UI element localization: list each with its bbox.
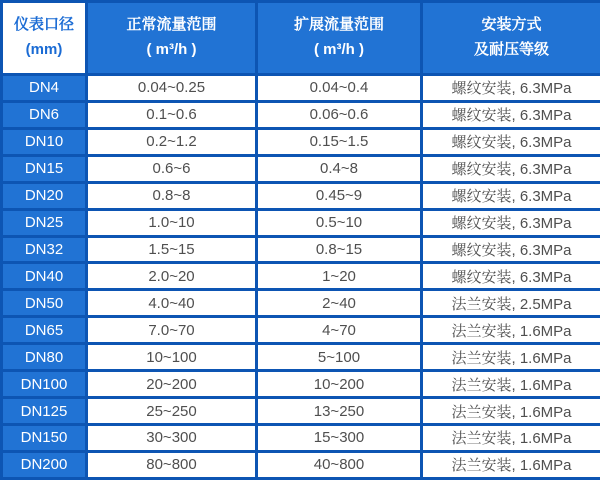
table-row xyxy=(2,182,600,209)
install-cell: 法兰安装, 1.6MPa xyxy=(422,317,600,344)
diameter-cell: DN50 xyxy=(2,290,87,317)
install-cell: 法兰安装, 1.6MPa xyxy=(422,398,600,425)
diameter-cell: DN4 xyxy=(2,75,87,102)
normal-range-cell: 0.2~1.2 xyxy=(87,128,257,155)
table-row xyxy=(2,290,600,317)
header-diameter-title: 仪表口径 xyxy=(13,16,74,34)
install-cell: 螺纹安装, 6.3MPa xyxy=(422,155,600,182)
extended-range-cell: 0.45~9 xyxy=(257,182,422,209)
normal-range-cell: 7.0~70 xyxy=(87,317,257,344)
table-row xyxy=(2,451,600,478)
table-row xyxy=(2,236,600,263)
header-extended-range xyxy=(257,2,422,75)
extended-range-cell: 0.06~0.6 xyxy=(257,101,422,128)
normal-range-cell: 30~300 xyxy=(87,424,257,451)
table-row xyxy=(2,155,600,182)
normal-range-cell: 4.0~40 xyxy=(87,290,257,317)
extended-range-cell: 0.5~10 xyxy=(257,209,422,236)
extended-range-cell: 0.8~15 xyxy=(257,236,422,263)
install-cell: 法兰安装, 2.5MPa xyxy=(422,290,600,317)
install-cell: 螺纹安装, 6.3MPa xyxy=(422,236,600,263)
extended-range-cell: 4~70 xyxy=(257,317,422,344)
extended-range-cell: 1~20 xyxy=(257,263,422,290)
extended-range-cell: 15~300 xyxy=(257,424,422,451)
diameter-cell: DN125 xyxy=(2,398,87,425)
normal-range-cell: 1.0~10 xyxy=(87,209,257,236)
install-cell: 法兰安装, 1.6MPa xyxy=(422,344,600,371)
table-header xyxy=(2,2,600,75)
header-row xyxy=(2,2,600,75)
normal-range-cell: 10~100 xyxy=(87,344,257,371)
table-row xyxy=(2,263,600,290)
diameter-cell: DN25 xyxy=(2,209,87,236)
install-cell: 法兰安装, 1.6MPa xyxy=(422,451,600,478)
diameter-cell: DN10 xyxy=(2,128,87,155)
header-install xyxy=(422,2,600,75)
normal-range-cell: 25~250 xyxy=(87,398,257,425)
extended-range-cell: 40~800 xyxy=(257,451,422,478)
table-row xyxy=(2,209,600,236)
install-cell: 法兰安装, 1.6MPa xyxy=(422,424,600,451)
extended-range-cell: 0.04~0.4 xyxy=(257,75,422,102)
header-install-subtitle: 及耐压等级 xyxy=(473,41,549,58)
table-row xyxy=(2,424,600,451)
table-body xyxy=(2,75,600,479)
diameter-cell: DN150 xyxy=(2,424,87,451)
normal-range-cell: 0.04~0.25 xyxy=(87,75,257,102)
diameter-cell: DN100 xyxy=(2,371,87,398)
diameter-cell: DN6 xyxy=(2,101,87,128)
table-row xyxy=(2,344,600,371)
table-row xyxy=(2,371,600,398)
install-cell: 螺纹安装, 6.3MPa xyxy=(422,75,600,102)
install-cell: 螺纹安装, 6.3MPa xyxy=(422,182,600,209)
diameter-cell: DN80 xyxy=(2,344,87,371)
diameter-cell: DN65 xyxy=(2,317,87,344)
extended-range-cell: 5~100 xyxy=(257,344,422,371)
normal-range-cell: 0.1~0.6 xyxy=(87,101,257,128)
normal-range-cell: 0.8~8 xyxy=(87,182,257,209)
install-cell: 法兰安装, 1.6MPa xyxy=(422,371,600,398)
extended-range-cell: 13~250 xyxy=(257,398,422,425)
diameter-cell: DN32 xyxy=(2,236,87,263)
header-normal-title: 正常流量范围 xyxy=(126,16,217,34)
header-install-title: 安装方式 xyxy=(481,16,542,34)
install-cell: 螺纹安装, 6.3MPa xyxy=(422,128,600,155)
install-cell: 螺纹安装, 6.3MPa xyxy=(422,101,600,128)
normal-range-cell: 2.0~20 xyxy=(87,263,257,290)
extended-range-cell: 0.15~1.5 xyxy=(257,128,422,155)
table-row xyxy=(2,101,600,128)
extended-range-cell: 0.4~8 xyxy=(257,155,422,182)
table-row xyxy=(2,75,600,102)
header-diameter xyxy=(2,2,87,75)
normal-range-cell: 80~800 xyxy=(87,451,257,478)
header-extended-unit: ( m³/h ) xyxy=(314,41,364,58)
table-row xyxy=(2,128,600,155)
install-cell: 螺纹安装, 6.3MPa xyxy=(422,209,600,236)
extended-range-cell: 2~40 xyxy=(257,290,422,317)
extended-range-cell: 10~200 xyxy=(257,371,422,398)
diameter-cell: DN20 xyxy=(2,182,87,209)
table-row xyxy=(2,398,600,425)
normal-range-cell: 0.6~6 xyxy=(87,155,257,182)
header-extended-title: 扩展流量范围 xyxy=(293,16,384,34)
table-row xyxy=(2,317,600,344)
install-cell: 螺纹安装, 6.3MPa xyxy=(422,263,600,290)
header-normal-range xyxy=(87,2,257,75)
header-diameter-unit: (mm) xyxy=(25,41,63,58)
diameter-cell: DN200 xyxy=(2,451,87,478)
normal-range-cell: 20~200 xyxy=(87,371,257,398)
diameter-cell: DN15 xyxy=(2,155,87,182)
header-normal-unit: ( m³/h ) xyxy=(146,41,197,58)
diameter-cell: DN40 xyxy=(2,263,87,290)
normal-range-cell: 1.5~15 xyxy=(87,236,257,263)
